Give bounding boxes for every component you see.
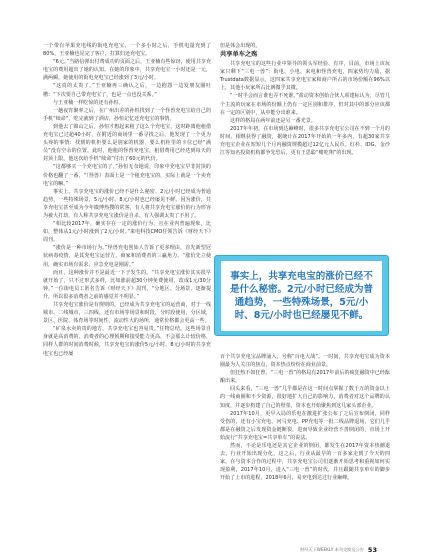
body-paragraph: 与王亚楠一样吃惊的还有孙恒。 bbox=[53, 99, 124, 106]
body-paragraph: “6元。”当路信弹出付费成功的页面之后，王亚楠有些惊讶，使用共享充电宝的费用超出了她的认知。在她的印象中，共享充电宝一小时还是一元，满两瞬，她使用的街电充电宝已经涨到了3元/小时。 bbox=[43, 59, 211, 82]
body-paragraph: 然而，不论是乐电还是其它企业的倒闭，都发生在2017年资本热潮退去，行业开始出现分化，这之后，行业从最早的一百多家走到了今天的四家，在与资本合作的过程中，共享充电宝公司们逐渐开始思考和重视如何实现盈利，2017年10月，进入“三电一兽”的时代，并且跟随共享单车的脚步开始了上市的进程，2018年6月，易充电到达过行业巅峰。 bbox=[220, 443, 390, 482]
body-paragraph: 到他去了锦山之后，孙恒才想起来租了这么个充电宝，这时距离他租借充电宝已过超40小时，在附近的商场里一番寻找之后，他发现了一个更为头疼的事情：找到的机柜要么是别家的机器，要么机柜里的卡位已经“满员”没有空余的位置。此时，他租的怪兽充电宝，租借费用已经达到每天的封顶上限，他这次给手机“续命”付出了60元的代价。 bbox=[43, 123, 211, 163]
body-paragraph: 回头来看，“三电一兽”几乎都是在这一时间点掌握了数千万的资金以上的一线商圈和不少资源，很好地扩大自己的影响力，消费者对这个品牌的认知度，并逐步构建了自己的壁垒，资本也开始聚焦到这几家头部企业。 bbox=[220, 386, 390, 409]
body-paragraph: “涨价是一种市场行为。”怪兽充电创始人告诉了更多理由，首先新型冠状病毒疫情，是其充电宝运营方，商家和消费者的三赢角力。“涨价先立使用，确实市场有需求，应急充电是刚需。” bbox=[43, 245, 211, 268]
body-paragraph: 但是体会出现的。 bbox=[220, 43, 261, 49]
pull-quote-text: 事实上，共享充电宝的涨价已经不是什么秘密。2元/小时已经成为普通趋势，一些特殊场景，5元/小时、8元/小时也已经屡见不鲜。 bbox=[229, 270, 374, 322]
left-column bbox=[43, 42, 211, 358]
body-paragraph: “相比较2017年，确实存在一定的涨价行为，且在业内普遍现象，比如，整体从1元/小时涨到了2元/小时。”来电科技CMO任领告诉《财经天下》周刊。 bbox=[43, 221, 211, 244]
body-paragraph: “这都够买一个充电宝的了，”孙恒无奈地说，印象中充电宝早非封顶的价格也翻了一番，“（怪兽）表面上是一个租充电宝的，实际上就是一个卖充电宝的嘛。” bbox=[43, 164, 211, 187]
body-paragraph: 2017年10月，更早入局的乐电在激进扩张公布了之后宣布倒闭，同样受伤的，还有小宝充电、河马充电、PP充电等一批二线品牌退场，它们几乎都是在融资之后发现资金链断裂，进而导致企业经营不善倒闭的，市场上开始流行“共享充电宝=共享单车”的说法。 bbox=[220, 410, 390, 441]
body-paragraph: “这真的太贵了。”王亚楠再三确认之后，一边抱怨一边发朋友圈吐槽：“下次要自己带充电宝了，也是一点也没关系。” bbox=[43, 83, 211, 98]
footer-caption: 财经天下WEEKLY 本刊交换及公告 bbox=[300, 547, 364, 552]
pull-quote-box bbox=[214, 255, 389, 336]
body-paragraph: 而且，这种涨价并不是最近一下子发生的。“共享充电宝涨价其实很早就开始了，只不过形式多样，比如涨前超30分钟免费使用，改成1元/30分钟。”一位街电员工匿名告诉《财经天下》周刊，“分地区、分场景、逐渐提升，所以很多消费者之前的感觉并不明显。” bbox=[43, 269, 211, 300]
body-paragraph: 一趟夜宵聚率之后，在广州出差的孙恒找到了一个怪兽充电宝给自己的手机“续命”，吃完就到了酒店，孙恒记忆还充电宝的事情。 bbox=[43, 107, 211, 122]
right-column-top bbox=[220, 42, 390, 157]
body-paragraph: 2017年年初，在市场到达巅峰时，很多共享充电宝公司在不到一个月的时间，相继获得了融资，据统计在2017年开始的一年多内，有超30家共享充电宝企业在短短几个月内融资规模超过12亿元人民币。红杉、IDG、金沙江等知名投资机构都争先恐后，更有王思聪“赌吃翔”的出现。 bbox=[220, 125, 390, 157]
body-paragraph: 这样的格局在两年前还是另一番光景。 bbox=[230, 117, 316, 124]
body-paragraph: “矿泉水卖的贵的地方，共享充电宝也容易贵。”任物总结，这些场景自身就是高消费的，消费者的心理预期和接受能力更高，不会那么计较价格，同样人群的时间消费时候，共享充电宝的涨价5元/小时、8元/小时的共享充电宝也已经屡 bbox=[43, 326, 211, 357]
body-paragraph: “一时半会而言谁也弄不死谁。”盈动资本创始合伙人项建标认为，尽管几个主流的玩家在市场的份额上仍有一定区别和排序，但对其中的部分应该都在一定的区别中，从中能分出谁来。 bbox=[220, 93, 390, 116]
right-column-bottom bbox=[220, 353, 390, 483]
body-paragraph: 事实上，共享充电宝的涨价已经不是什么秘密。2元/小时已经成为普通趋势，一些特殊场景，5元/小时、8元/小时也已经屡见不鲜。因为涨价，共享充电宝甚至成为今年微博热搜的常客，有人将共享充电宝涨价的行为形容为被大打劫，有人称共享充电宝涨价是自杀，有人强调太贵了不用了。 bbox=[43, 188, 211, 219]
body-paragraph: 百个共享充电宝品牌涌入，号称“百电大战”。一时间，共享充电宝成为资本圈最为人关注的焦点，资本热点纷纷在商业前景。 bbox=[220, 354, 390, 369]
body-paragraph: 但狂热不如狂曾。“三电一兽”的格局有2017年前后的疯狂融资中已经酝酿出来。 bbox=[220, 370, 390, 385]
page-footer bbox=[300, 546, 377, 554]
page-number: 53 bbox=[367, 546, 377, 554]
body-paragraph: 一个带有苹果充电线的街电充电宝，一个多小时之后，手机电量充到了80%，王亚楠也见完了客户，打算归还充电宝。 bbox=[43, 43, 211, 58]
section-heading: 共享单车之殇 bbox=[220, 51, 258, 59]
body-paragraph: 共享充电宝的这些行业中领导的领头军经验、有序，目前，市场上该玩家只剩下“三电一兽”：街电、小电、来电和怪兽充电，四家势均力敌，据Trustdata数据显示，这四家共享充电宝家和商户所占的市场份额在96%以上，其他小玩家所占比例微乎其微。 bbox=[220, 61, 390, 92]
body-paragraph: 共享充电宝涨价是有规则的，已经成为共享充电宝的运营商，对于一线城市、二线城市，三四线，还有市场等场景和时段，分时段使用，分区域，景区、医院、体育场等时间性，流动性大的场所，通常价格都会更高一些。 bbox=[43, 302, 211, 325]
pull-quote-inner bbox=[221, 261, 382, 331]
